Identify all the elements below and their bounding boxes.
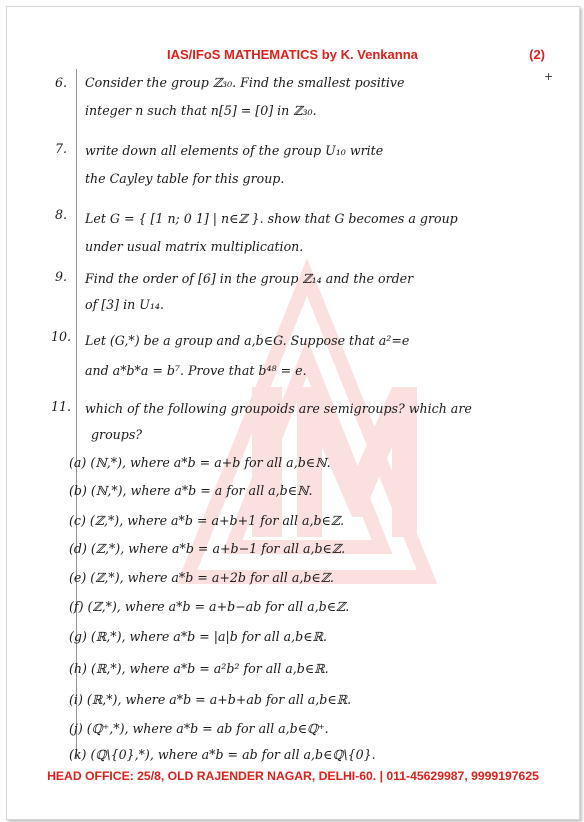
list-item: (f) (ℤ,*), where a*b = a+b−ab for all a,b∈ℤ. <box>69 599 350 614</box>
document-page <box>6 6 580 820</box>
list-item: (a) (ℕ,*), where a*b = a+b for all a,b∈ℕ. <box>69 455 331 470</box>
page-number: (2) <box>529 47 545 62</box>
list-item: (j) (ℚ⁺,*), where a*b = ab for all a,b∈ℚ⁺. <box>69 721 329 736</box>
header-title: IAS/IFoS MATHEMATICS by K. Venkanna <box>167 47 418 62</box>
question-line: the Cayley table for this group. <box>85 171 285 186</box>
question-line: Let (G,*) be a group and a,b∈G. Suppose that a²=e <box>85 333 410 348</box>
question-line: of [3] in U₁₄. <box>85 297 164 312</box>
question-number: 9. <box>55 269 68 284</box>
question-line: integer n such that n[5] = [0] in ℤ₃₀. <box>85 103 317 118</box>
question-line: under usual matrix multiplication. <box>85 239 304 254</box>
page-footer: HEAD OFFICE: 25/8, OLD RAJENDER NAGAR, DELHI-60. | 011-45629987, 9999197625 <box>47 769 539 783</box>
question-number: 6. <box>55 75 68 90</box>
question-line: groups? <box>91 427 143 442</box>
question-number: 7. <box>55 141 68 156</box>
list-item: (h) (ℝ,*), where a*b = a²b² for all a,b∈ℝ. <box>69 661 329 676</box>
list-item: (b) (ℕ,*), where a*b = a for all a,b∈ℕ. <box>69 483 313 498</box>
question-line: Find the order of [6] in the group ℤ₁₄ and the order <box>85 271 414 286</box>
question-number: 11. <box>51 399 72 414</box>
list-item: (k) (ℚ\{0},*), where a*b = ab for all a,b∈ℚ\{0}. <box>69 747 376 762</box>
list-item: (e) (ℤ,*), where a*b = a+2b for all a,b∈ℤ. <box>69 570 334 585</box>
margin-marker: + <box>544 70 554 83</box>
list-item: (c) (ℤ,*), where a*b = a+b+1 for all a,b∈ℤ. <box>69 513 345 528</box>
page-header <box>7 47 579 65</box>
question-line: and a*b*a = b⁷. Prove that b⁴⁸ = e. <box>85 363 307 378</box>
question-number: 10. <box>51 329 72 344</box>
list-item: (g) (ℝ,*), where a*b = |a|b for all a,b∈ℝ. <box>69 629 327 644</box>
list-item: (d) (ℤ,*), where a*b = a+b−1 for all a,b∈ℤ. <box>69 541 346 556</box>
question-line: Let G = { [1 n; 0 1] | n∈ℤ }. show that G becomes a group <box>85 211 458 226</box>
question-number: 8. <box>55 207 68 222</box>
question-line: Consider the group ℤ₃₀. Find the smallest positive <box>85 75 405 90</box>
question-line: which of the following groupoids are semigroups? which are <box>85 401 472 416</box>
margin-line <box>76 69 77 759</box>
list-item: (i) (ℝ,*), where a*b = a+b+ab for all a,b∈ℝ. <box>69 692 352 707</box>
question-line: write down all elements of the group U₁₀ write <box>85 143 384 158</box>
